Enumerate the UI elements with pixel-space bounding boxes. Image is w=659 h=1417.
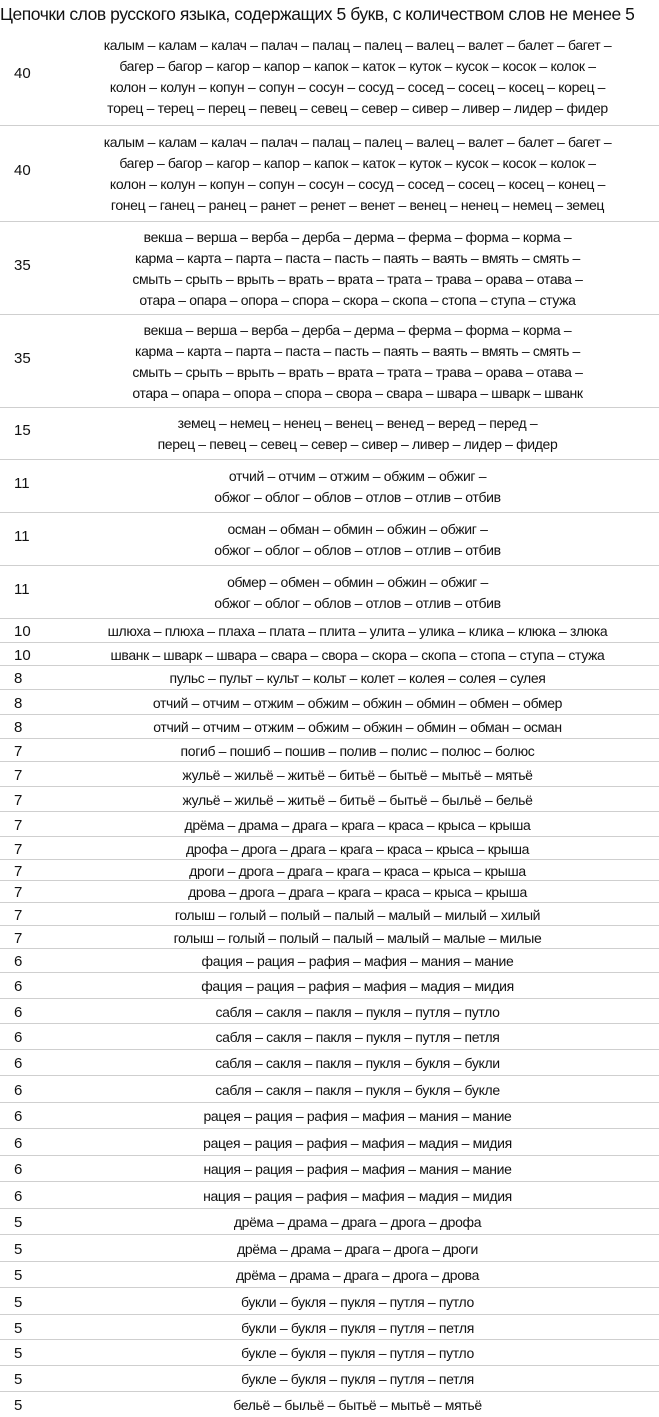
word-chain-line: векша – верша – верба – дерба – дерма – ферма – форма – корма – (143, 229, 572, 245)
word-chain (60, 928, 655, 948)
chain-word-count: 6 (14, 1055, 23, 1072)
word-chain (60, 815, 655, 835)
chain-word-count: 6 (14, 1004, 23, 1021)
chain-word-count: 5 (14, 1241, 23, 1258)
table-row (0, 1155, 659, 1181)
table-row (0, 859, 659, 880)
word-chain-line: рацея – рация – рафия – мафия – мадия – мидия (203, 1135, 512, 1151)
word-chain-line: голыш – голый – полый – палый – малый – милый – хилый (174, 907, 541, 923)
chain-word-count: 5 (14, 1320, 23, 1337)
word-chain (60, 1369, 655, 1389)
chain-word-count: 7 (14, 817, 23, 834)
table-row (0, 836, 659, 859)
table-row (0, 689, 659, 714)
word-chain (60, 905, 655, 925)
word-chain (60, 765, 655, 785)
chain-word-count: 6 (14, 1029, 23, 1046)
word-chain-line: нация – рация – рафия – мафия – мания – мание (203, 1161, 512, 1177)
table-row (0, 880, 659, 902)
word-chain (60, 1212, 655, 1232)
chain-word-count: 7 (14, 863, 23, 880)
word-chain (60, 227, 655, 311)
word-chain-line: отара – опара – опора – спора – свора – свара – швара – шварк – шванк (132, 385, 583, 401)
chain-word-count: 7 (14, 930, 23, 947)
word-chain-line: сабля – сакля – пакля – пукля – букля – букли (215, 1055, 500, 1071)
chain-word-count: 35 (14, 257, 31, 274)
word-chain (60, 1027, 655, 1047)
table-row (0, 665, 659, 689)
chain-word-count: 6 (14, 1135, 23, 1152)
word-chain (60, 1239, 655, 1259)
chain-word-count: 40 (14, 65, 31, 82)
word-chain-line: векша – верша – верба – дерба – дерма – ферма – форма – корма – (143, 322, 572, 338)
table-row (0, 1128, 659, 1155)
word-chain-line: букле – букля – пукля – путля – путло (241, 1345, 474, 1361)
word-chain-line: дрёма – драма – драга – дрога – дрова (235, 1267, 480, 1283)
table-row (0, 512, 659, 565)
table-row (0, 1234, 659, 1261)
table-row (0, 221, 659, 314)
chain-word-count: 40 (14, 162, 31, 179)
table-row (0, 125, 659, 221)
word-chain (60, 1133, 655, 1153)
word-chain (60, 466, 655, 508)
table-row (0, 786, 659, 811)
table-row (0, 1391, 659, 1417)
word-chain-line: букле – букля – пукля – путля – петля (241, 1371, 474, 1387)
word-chain-line: багер – багор – кагор – капор – капок – каток – куток – кусок – косок – колок – (119, 58, 596, 74)
chain-word-count: 6 (14, 953, 23, 970)
word-chain (60, 790, 655, 810)
table-row (0, 761, 659, 786)
word-chain (60, 572, 655, 614)
table-row (0, 738, 659, 761)
word-chain-line: отчий – отчим – отжим – обжим – обжиг – (228, 468, 487, 484)
word-chain-line: отчий – отчим – отжим – обжим – обжин – обмин – обмен – обмер (152, 695, 563, 711)
word-chain (60, 693, 655, 713)
word-chain (60, 861, 655, 881)
table-row (0, 28, 659, 125)
word-chain-line: пульс – пульт – культ – кольт – колет – колея – солея – сулея (169, 670, 546, 686)
word-chain (60, 717, 655, 737)
word-chain (60, 839, 655, 859)
table-row (0, 972, 659, 998)
word-chain-line: шванк – шварк – швара – свара – свора – скора – скопа – стопа – ступа – стужа (110, 647, 605, 663)
table-row (0, 1314, 659, 1339)
word-chain-line: сабля – сакля – пакля – пукля – путля – петля (215, 1029, 500, 1045)
table-row (0, 1075, 659, 1102)
word-chain (60, 741, 655, 761)
table-row (0, 714, 659, 738)
word-chain-line: обжог – облог – облов – отлов – отлив – отбив (214, 542, 501, 558)
table-row (0, 811, 659, 836)
table-row (0, 1102, 659, 1128)
word-chain-line: обмер – обмен – обмин – обжин – обжиг – (227, 574, 488, 590)
table-row (0, 948, 659, 972)
page-title: Цепочки слов русского языка, содержащих 5 букв, с количеством слов не менее 5 (0, 4, 635, 24)
table-row (0, 314, 659, 407)
word-chain-line: карма – карта – парта – паста – пасть – паять – ваять – вмять – смять – (135, 250, 580, 266)
word-chain (60, 1265, 655, 1285)
table-row (0, 618, 659, 642)
chain-word-count: 7 (14, 767, 23, 784)
word-chain-line: багер – багор – кагор – капор – капок – каток – куток – кусок – косок – колок – (119, 155, 596, 171)
word-chain-line: земец – немец – ненец – венец – венед – веред – перед – (177, 415, 538, 431)
chain-word-count: 7 (14, 884, 23, 901)
table-row (0, 1365, 659, 1391)
word-chain-line: смыть – срыть – врыть – врать – врата – трата – трава – орава – отава – (132, 364, 583, 380)
word-chain-line: гонец – ганец – ранец – ранет – ренет – венет – венец – ненец – немец – земец (110, 197, 605, 213)
chain-word-count: 6 (14, 1082, 23, 1099)
word-chain (60, 621, 655, 641)
chain-word-count: 6 (14, 1108, 23, 1125)
chain-word-count: 10 (14, 623, 31, 640)
word-chain-line: колон – колун – копун – сопун – сосун – сосуд – сосед – сосец – косец – корец – (109, 79, 606, 95)
table-row (0, 1287, 659, 1314)
word-chain-line: отчий – отчим – отжим – обжим – обжин – обмин – обман – осман (153, 719, 562, 735)
chain-word-count: 5 (14, 1397, 23, 1414)
chain-word-count: 11 (14, 528, 30, 545)
word-chain-line: шлюха – плюха – плаха – плата – плита – улита – улика – клика – клюка – злюка (107, 623, 608, 639)
word-chain-line: смыть – срыть – врыть – врать – врата – трата – трава – орава – отава – (132, 271, 583, 287)
table-row (0, 459, 659, 512)
word-chain (60, 132, 655, 216)
word-chain (60, 951, 655, 971)
word-chain-line: букли – букля – пукля – путля – петля (241, 1320, 474, 1336)
word-chain (60, 1292, 655, 1312)
word-chain (60, 1080, 655, 1100)
chain-word-count: 5 (14, 1214, 23, 1231)
table-row (0, 998, 659, 1023)
word-chain (60, 1186, 655, 1206)
word-chain (60, 413, 655, 455)
word-chain (60, 519, 655, 561)
table-row (0, 1181, 659, 1208)
table-row (0, 902, 659, 925)
word-chain-line: нация – рация – рафия – мафия – мадия – мидия (203, 1188, 512, 1204)
chain-word-count: 6 (14, 1188, 23, 1205)
table-row (0, 565, 659, 618)
word-chain (60, 645, 655, 665)
chain-word-count: 5 (14, 1267, 23, 1284)
chain-word-count: 11 (14, 581, 30, 598)
word-chain-line: дрёма – драма – драга – крага – краса – крыса – крыша (184, 817, 531, 833)
word-chain-line: жульё – жильё – житьё – битьё – бытьё – быльё – бельё (182, 792, 533, 808)
word-chain-line: рацея – рация – рафия – мафия – мания – мание (203, 1108, 512, 1124)
word-chain-line: обжог – облог – облов – отлов – отлив – отбив (214, 595, 501, 611)
chain-word-count: 6 (14, 1161, 23, 1178)
word-chain-line: фация – рация – рафия – мафия – мадия – мидия (201, 978, 514, 994)
word-chain-line: сабля – сакля – пакля – пукля – путля – путло (215, 1004, 500, 1020)
chain-word-count: 6 (14, 978, 23, 995)
word-chain-line: осман – обман – обмин – обжин – обжиг – (227, 521, 488, 537)
word-chain-line: торец – терец – перец – певец – севец – север – сивер – ливер – лидер – фидер (107, 100, 608, 116)
word-chain (60, 976, 655, 996)
table-row (0, 1261, 659, 1287)
word-chain (60, 668, 655, 688)
table-row (0, 1023, 659, 1049)
word-chain-line: калым – калам – калач – палач – палац – палец – валец – валет – балет – багет – (103, 134, 612, 150)
word-chain (60, 1159, 655, 1179)
chain-word-count: 5 (14, 1371, 23, 1388)
word-chain-line: карма – карта – парта – паста – пасть – паять – ваять – вмять – смять – (135, 343, 580, 359)
word-chain (60, 320, 655, 404)
word-chain (60, 1318, 655, 1338)
chain-word-count: 35 (14, 350, 31, 367)
word-chain-line: калым – калам – калач – палач – палац – палец – валец – валет – балет – багет – (103, 37, 612, 53)
word-chain-line: фация – рация – рафия – мафия – мания – мание (201, 953, 514, 969)
chain-word-count: 15 (14, 422, 31, 439)
chain-word-count: 10 (14, 647, 31, 664)
table-row (0, 1339, 659, 1365)
chain-word-count: 8 (14, 719, 23, 736)
word-chain-line: букли – букля – пукля – путля – путло (241, 1294, 474, 1310)
word-chain-line: дрёма – драма – драга – дрога – дроги (237, 1241, 478, 1257)
word-chain (60, 1053, 655, 1073)
chain-word-count: 7 (14, 841, 23, 858)
word-chain (60, 1343, 655, 1363)
table-row (0, 1049, 659, 1075)
word-chain-line: колон – колун – копун – сопун – сосун – сосуд – сосед – сосец – косец – конец – (109, 176, 606, 192)
chain-word-count: 7 (14, 743, 23, 760)
word-chain-line: отара – опара – опора – спора – скора – скопа – стопа – ступа – стужа (139, 292, 576, 308)
table-row (0, 407, 659, 459)
chain-word-count: 7 (14, 792, 23, 809)
word-chain-line: дрофа – дрога – драга – крага – краса – крыса – крыша (185, 841, 530, 857)
word-chain-line: бельё – быльё – бытьё – мытьё – мятьё (233, 1397, 482, 1413)
chain-word-count: 11 (14, 475, 30, 492)
table-row (0, 925, 659, 948)
table-row (0, 1208, 659, 1234)
table-row (0, 642, 659, 665)
word-chain (60, 1395, 655, 1415)
word-chain (60, 882, 655, 902)
word-chain-line: обжог – облог – облов – отлов – отлив – отбив (214, 489, 501, 505)
word-chain-line: голыш – голый – полый – палый – малый – малые – милые (173, 930, 542, 946)
word-chain (60, 1002, 655, 1022)
word-chain-line: жульё – жильё – житьё – битьё – бытьё – мытьё – мятьё (182, 767, 533, 783)
word-chain-line: перец – певец – севец – север – сивер – ливер – лидер – фидер (157, 436, 558, 452)
chain-word-count: 7 (14, 907, 23, 924)
chain-word-count: 8 (14, 695, 23, 712)
word-chain-line: сабля – сакля – пакля – пукля – букля – букле (215, 1082, 500, 1098)
chain-word-count: 5 (14, 1294, 23, 1311)
word-chain (60, 1106, 655, 1126)
chain-word-count: 8 (14, 670, 23, 687)
word-chain (60, 35, 655, 119)
word-chain-line: погиб – пошиб – пошив – полив – полис – полюс – болюс (180, 743, 535, 759)
word-chain-line: дрёма – драма – драга – дрога – дрофа (233, 1214, 482, 1230)
chain-word-count: 5 (14, 1345, 23, 1362)
word-chain-line: дрова – дрога – драга – крага – краса – крыса – крыша (188, 884, 527, 900)
word-chain-line: дроги – дрога – драга – крага – краса – крыса – крыша (189, 863, 526, 879)
